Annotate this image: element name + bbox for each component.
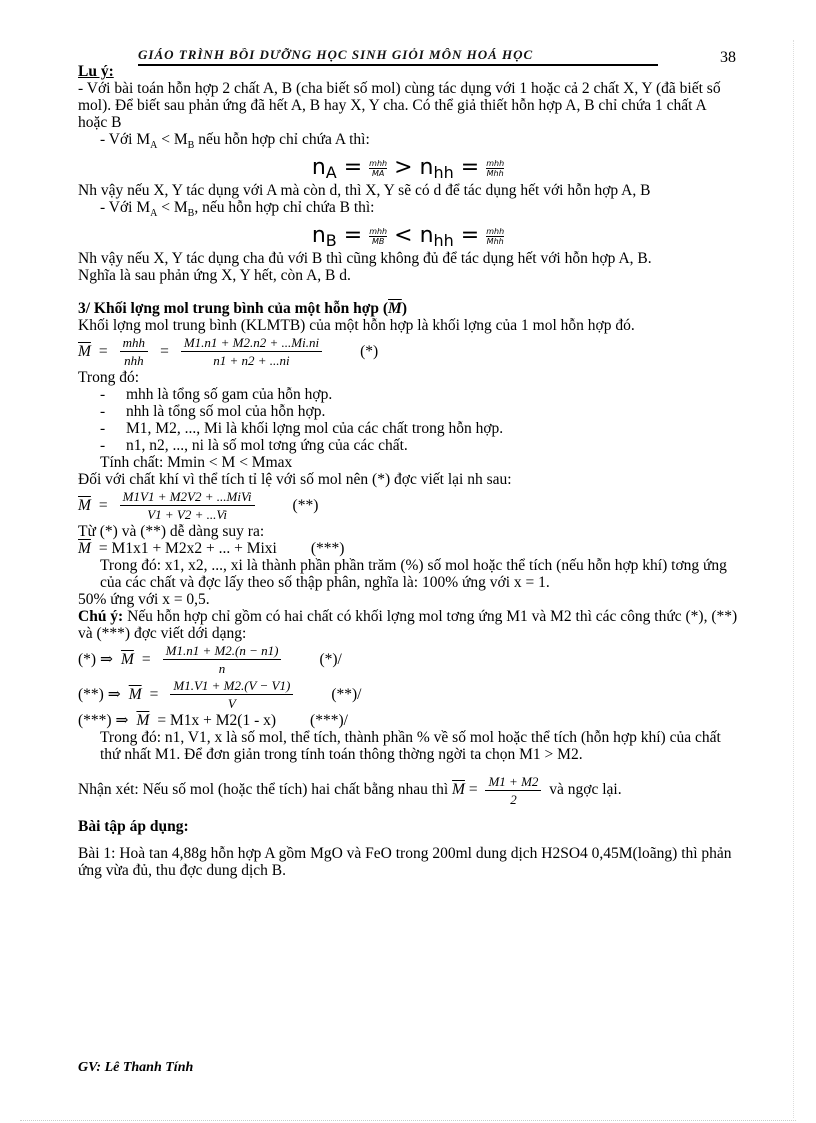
text: - Với M	[100, 199, 151, 217]
symbol: n	[311, 155, 326, 181]
sub: A	[325, 163, 337, 183]
formula-g1	[78, 642, 738, 677]
mbar-symbol: $\overline{M}$	[78, 343, 91, 361]
den: 2	[510, 792, 517, 808]
symbol: n	[419, 223, 434, 249]
equation-tag: (*)/	[319, 651, 342, 669]
spacer	[78, 835, 738, 845]
footer-author: GV: Lê Thanh Tính	[78, 1060, 194, 1075]
num: M1.V1 + M2.(V − V1)	[170, 677, 293, 695]
list-item: - mhh là tổng số gam của hỗn hợp.	[100, 386, 333, 404]
note-paragraph-2	[78, 131, 738, 154]
fraction	[369, 227, 387, 246]
equation-tag: (**)	[292, 497, 319, 515]
sub: B	[325, 231, 337, 251]
item-text: mhh là tổng số gam của hỗn hợp.	[126, 386, 333, 404]
spacer	[78, 808, 738, 818]
equation-nb	[78, 222, 738, 250]
sub: B	[187, 140, 195, 152]
den: Mhh	[486, 236, 504, 246]
fraction	[170, 677, 293, 712]
note-paragraph-3: Nh vậy nếu X, Y tác dụng với A mà còn d, thì X, Y sẽ có d để tác dụng hết với hỗn hợp A, B	[78, 182, 651, 200]
gas-line: Đối với chất khí vì thể tích tỉ lệ với số mol nên (*) đợc viết lại nh sau:	[78, 471, 512, 489]
list-item: - n1, n2, ..., ni là số mol tơng ứng của các chất.	[100, 437, 408, 455]
fraction	[486, 159, 504, 178]
equation-tag: (***)/	[310, 712, 348, 730]
fifty-line: 50% ứng với x = 0,5.	[78, 591, 210, 609]
section-heading	[78, 300, 738, 317]
fraction	[163, 642, 282, 677]
divider	[793, 40, 794, 1118]
text: - Với M	[100, 131, 151, 148]
note-paragraph-6: Nghĩa là sau phản ứng X, Y hết, còn A, B d.	[78, 267, 351, 285]
page-number: 38	[720, 49, 736, 66]
mbar-symbol: $\overline{M}$	[128, 686, 142, 704]
formula-g2	[78, 677, 738, 712]
spacer	[78, 284, 738, 300]
heading-text: 3/ Khối lợng mol trung bình của một hỗn hợp (	[78, 300, 389, 318]
note-paragraph-5: Nh vậy nếu X, Y tác dụng cha đủ với B thì cũng không đủ để tác dụng hết với hỗn hợp A, B.	[78, 250, 652, 268]
symbol: n	[419, 155, 434, 181]
equals: =	[160, 343, 169, 361]
sub: B	[187, 208, 195, 220]
note-title: Lu ý:	[78, 63, 114, 80]
formula-star	[78, 334, 738, 369]
fraction	[369, 159, 387, 178]
formula-text: = M1x1 + M2x2 + ... + Mixi	[98, 540, 277, 558]
page-content	[78, 63, 738, 879]
equals: =	[141, 651, 151, 669]
section-intro: Khối lợng mol trung bình (KLMTB) của một hỗn hợp là khối lợng của 1 mol hỗn hợp đó.	[78, 317, 635, 335]
item-text: M1, M2, ..., Mi là khối lợng mol của các chất trong hỗn hợp.	[126, 420, 504, 438]
text: < M	[157, 131, 188, 148]
sub: A	[150, 140, 158, 152]
formula-prefix: (*) ⇒	[78, 651, 113, 669]
mbar-symbol: $\overline{M}$	[388, 300, 402, 318]
formula-prefix: (**) ⇒	[78, 686, 121, 704]
operator: =	[460, 223, 480, 249]
den: n1 + n2 + ...ni	[213, 353, 290, 369]
num: mhh	[120, 334, 148, 352]
fraction	[486, 227, 504, 246]
sub: hh	[433, 231, 454, 251]
equals: =	[98, 343, 108, 361]
heading-end: )	[401, 300, 407, 318]
den: Mhh	[486, 168, 504, 178]
den: nhh	[124, 353, 144, 369]
where-label: Trong đó:	[78, 369, 140, 387]
num: mhh	[486, 226, 505, 236]
den: V1 + V2 + ...Vi	[147, 507, 227, 523]
sub: A	[150, 208, 158, 220]
sub: hh	[433, 163, 454, 183]
equation-tag: (**)/	[331, 686, 362, 704]
operator: <	[394, 223, 413, 249]
fraction	[181, 334, 322, 369]
item-text: nhh là tổng số mol của hỗn hợp.	[126, 403, 326, 421]
den: V	[227, 696, 236, 712]
remark-text: và ngợc lại.	[549, 781, 622, 799]
text: nếu hỗn hợp chỉ chứa A thì:	[194, 131, 370, 148]
text: , nếu hỗn hợp chỉ chứa B thì:	[194, 199, 375, 217]
num: M1V1 + M2V2 + ...MiVi	[120, 488, 255, 506]
symbol: n	[311, 223, 326, 249]
formula-double-star	[78, 488, 738, 523]
formula-text: = M1x + M2(1 - x)	[157, 712, 277, 730]
note-text: Nếu hỗn hợp chỉ gồm có hai chất có khối lợng mol tơng ứng M1 và M2 thì các công thức (*), (**) và (***) đợc viết dới dạng:	[78, 608, 738, 643]
equation-tag: (***)	[310, 540, 345, 558]
num: M1.n1 + M2.n2 + ...Mi.ni	[181, 334, 322, 352]
num: mhh	[486, 158, 505, 168]
num: mhh	[369, 158, 388, 168]
num: mhh	[369, 226, 388, 236]
remark-text: Nhận xét: Nếu số mol (hoặc thể tích) hai chất bằng nhau thì	[78, 781, 449, 799]
mbar-symbol: $\overline{M}$	[78, 540, 91, 558]
divider	[20, 1120, 796, 1121]
derive-line: Từ (*) và (**) dễ dàng suy ra:	[78, 523, 265, 541]
running-header: GIÁO TRÌNH BỒI DƯỠNG HỌC SINH GIỎI MÔN HOÁ HỌC	[138, 48, 658, 66]
formula-triple-star	[78, 540, 738, 557]
spacer	[78, 763, 738, 773]
item-text: n1, n2, ..., ni là số mol tơng ứng của các chất.	[126, 437, 408, 455]
property-line: Tính chất: Mmin < M < Mmax	[100, 454, 293, 472]
exercises-heading: Bài tập áp dụng:	[78, 818, 189, 836]
operator: >	[394, 155, 413, 181]
list-item: - nhh là tổng số mol của hỗn hợp.	[100, 403, 326, 421]
num: M1 + M2	[485, 773, 541, 791]
text: < M	[157, 199, 188, 217]
equals: =	[98, 497, 108, 515]
mbar-symbol: $\overline{M}$	[120, 651, 134, 669]
fraction	[120, 488, 255, 523]
den: MA	[371, 168, 385, 178]
formula-g3	[78, 712, 738, 729]
formula-prefix: (***) ⇒	[78, 712, 129, 730]
den: n	[218, 661, 226, 677]
num: M1.n1 + M2.(n − n1)	[163, 642, 282, 660]
operator: =	[343, 223, 363, 249]
equals: =	[149, 686, 159, 704]
note-paragraph	[78, 608, 738, 642]
den: MB	[371, 236, 385, 246]
list-item: - M1, M2, ..., Mi là khối lợng mol của các chất trong hỗn hợp.	[100, 420, 504, 438]
fraction	[485, 773, 541, 808]
mbar-symbol: $\overline{M}$	[452, 781, 465, 799]
equation-tag: (*)	[360, 343, 379, 361]
note-paragraph-1: - Với bài toán hỗn hợp 2 chất A, B (cha biết số mol) cùng tác dụng với 1 hoặc cả 2 chất X, Y (đã biết số mol). Để biết sau phản ứng đã hết A, B hay X, Y cha. Có thể giả thiết hỗn hợp A, B chỉ chứa 1 chất A hoặc B	[78, 80, 721, 131]
exercise-1: Bài 1: Hoà tan 4,88g hỗn hợp A gồm MgO và FeO trong 200ml dung dịch H2SO4 0,45M(loãng) thì phản ứng vừa đủ, thu đợc dung dịch B.	[78, 845, 732, 880]
operator: =	[343, 155, 363, 181]
where-paragraph-2: Trong đó: x1, x2, ..., xi là thành phần phần trăm (%) số mol hoặc thể tích (nếu hỗn hợp khí) tơng ứng của các chất và đợc lấy theo số thập phân, nghĩa là: 100% ứng với x = 1.	[100, 557, 727, 592]
mbar-symbol: $\overline{M}$	[78, 497, 91, 515]
remark-line: Nhận xét: Nếu số mol (hoặc thể tích) hai chất bằng nhau thì $\overline{M}$ = $\frac{M1 + M2}{2}$ và ngợc lại.	[78, 774, 622, 808]
note-label: Chú ý:	[78, 608, 124, 626]
mbar-symbol: $\overline{M}$	[136, 712, 150, 730]
note-paragraph-4	[78, 199, 738, 222]
operator: =	[460, 155, 480, 181]
equation-na	[78, 154, 738, 182]
fraction	[120, 334, 148, 369]
where-paragraph-3: Trong đó: n1, V1, x là số mol, thể tích, thành phần % về số mol hoặc thể tích (hỗn hợp khí) của chất thứ nhất M1. Để đơn giản trong tính toán thông thờng ngời ta chọn M1 > M2.	[100, 729, 721, 764]
